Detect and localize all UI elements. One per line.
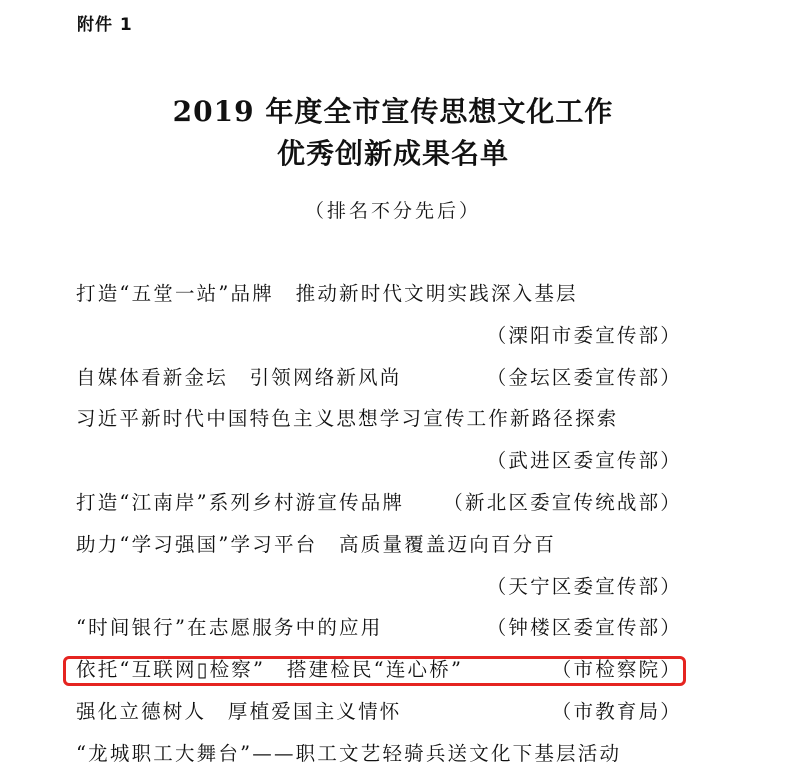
entry-title: 自媒体看新金坛 引领网络新风尚	[76, 365, 402, 389]
list-item	[0, 318, 786, 360]
list-item	[0, 485, 786, 527]
list-item	[0, 610, 786, 652]
entry-title: 依托“互联网▯检察” 搭建检民“连心桥”	[76, 658, 464, 682]
achievement-list	[0, 276, 786, 778]
entry-title: 习近平新时代中国特色主义思想学习宣传工作新路径探索	[76, 407, 619, 431]
entry-title: 助力“学习强国”学习平台 高质量覆盖迈向百分百	[76, 532, 557, 556]
list-item	[0, 694, 786, 736]
entry-unit: （钟楼区委宣传部）	[486, 616, 682, 640]
list-item	[0, 276, 786, 318]
entry-unit: （市检察院）	[551, 658, 682, 682]
entry-title: 打造“五堂一站”品牌 推动新时代文明实践深入基层	[76, 282, 578, 305]
list-item	[0, 443, 786, 485]
document-title-line2: 优秀创新成果名单	[276, 137, 509, 170]
entry-title: “龙城职工大舞台”——职工文艺轻骑兵送文化下基层活动	[76, 741, 622, 765]
entry-unit: （市教育局）	[551, 699, 682, 723]
entry-title: 强化立德树人 厚植爱国主义情怀	[76, 699, 402, 723]
list-item	[0, 527, 786, 569]
list-item	[0, 569, 786, 611]
entry-unit: （天宁区委宣传部）	[486, 574, 682, 598]
entry-title: 打造“江南岸”系列乡村游宣传品牌	[76, 490, 405, 514]
list-item	[0, 401, 786, 443]
entry-unit: （武进区委宣传部）	[486, 449, 682, 473]
entry-title: “时间银行”在志愿服务中的应用	[76, 616, 383, 640]
list-item	[0, 736, 786, 778]
entry-unit: （溧阳市委宣传部）	[486, 323, 682, 347]
highlight-box	[63, 656, 686, 686]
list-item	[0, 360, 786, 402]
entry-unit: （金坛区委宣传部）	[486, 365, 682, 389]
entry-unit: （新北区委宣传统战部）	[443, 490, 682, 514]
attachment-label: 附件 1	[77, 15, 133, 35]
document-title-line1: 2019 年度全市宣传思想文化工作	[172, 95, 614, 128]
document-subtitle: （排名不分先后）	[304, 200, 481, 222]
